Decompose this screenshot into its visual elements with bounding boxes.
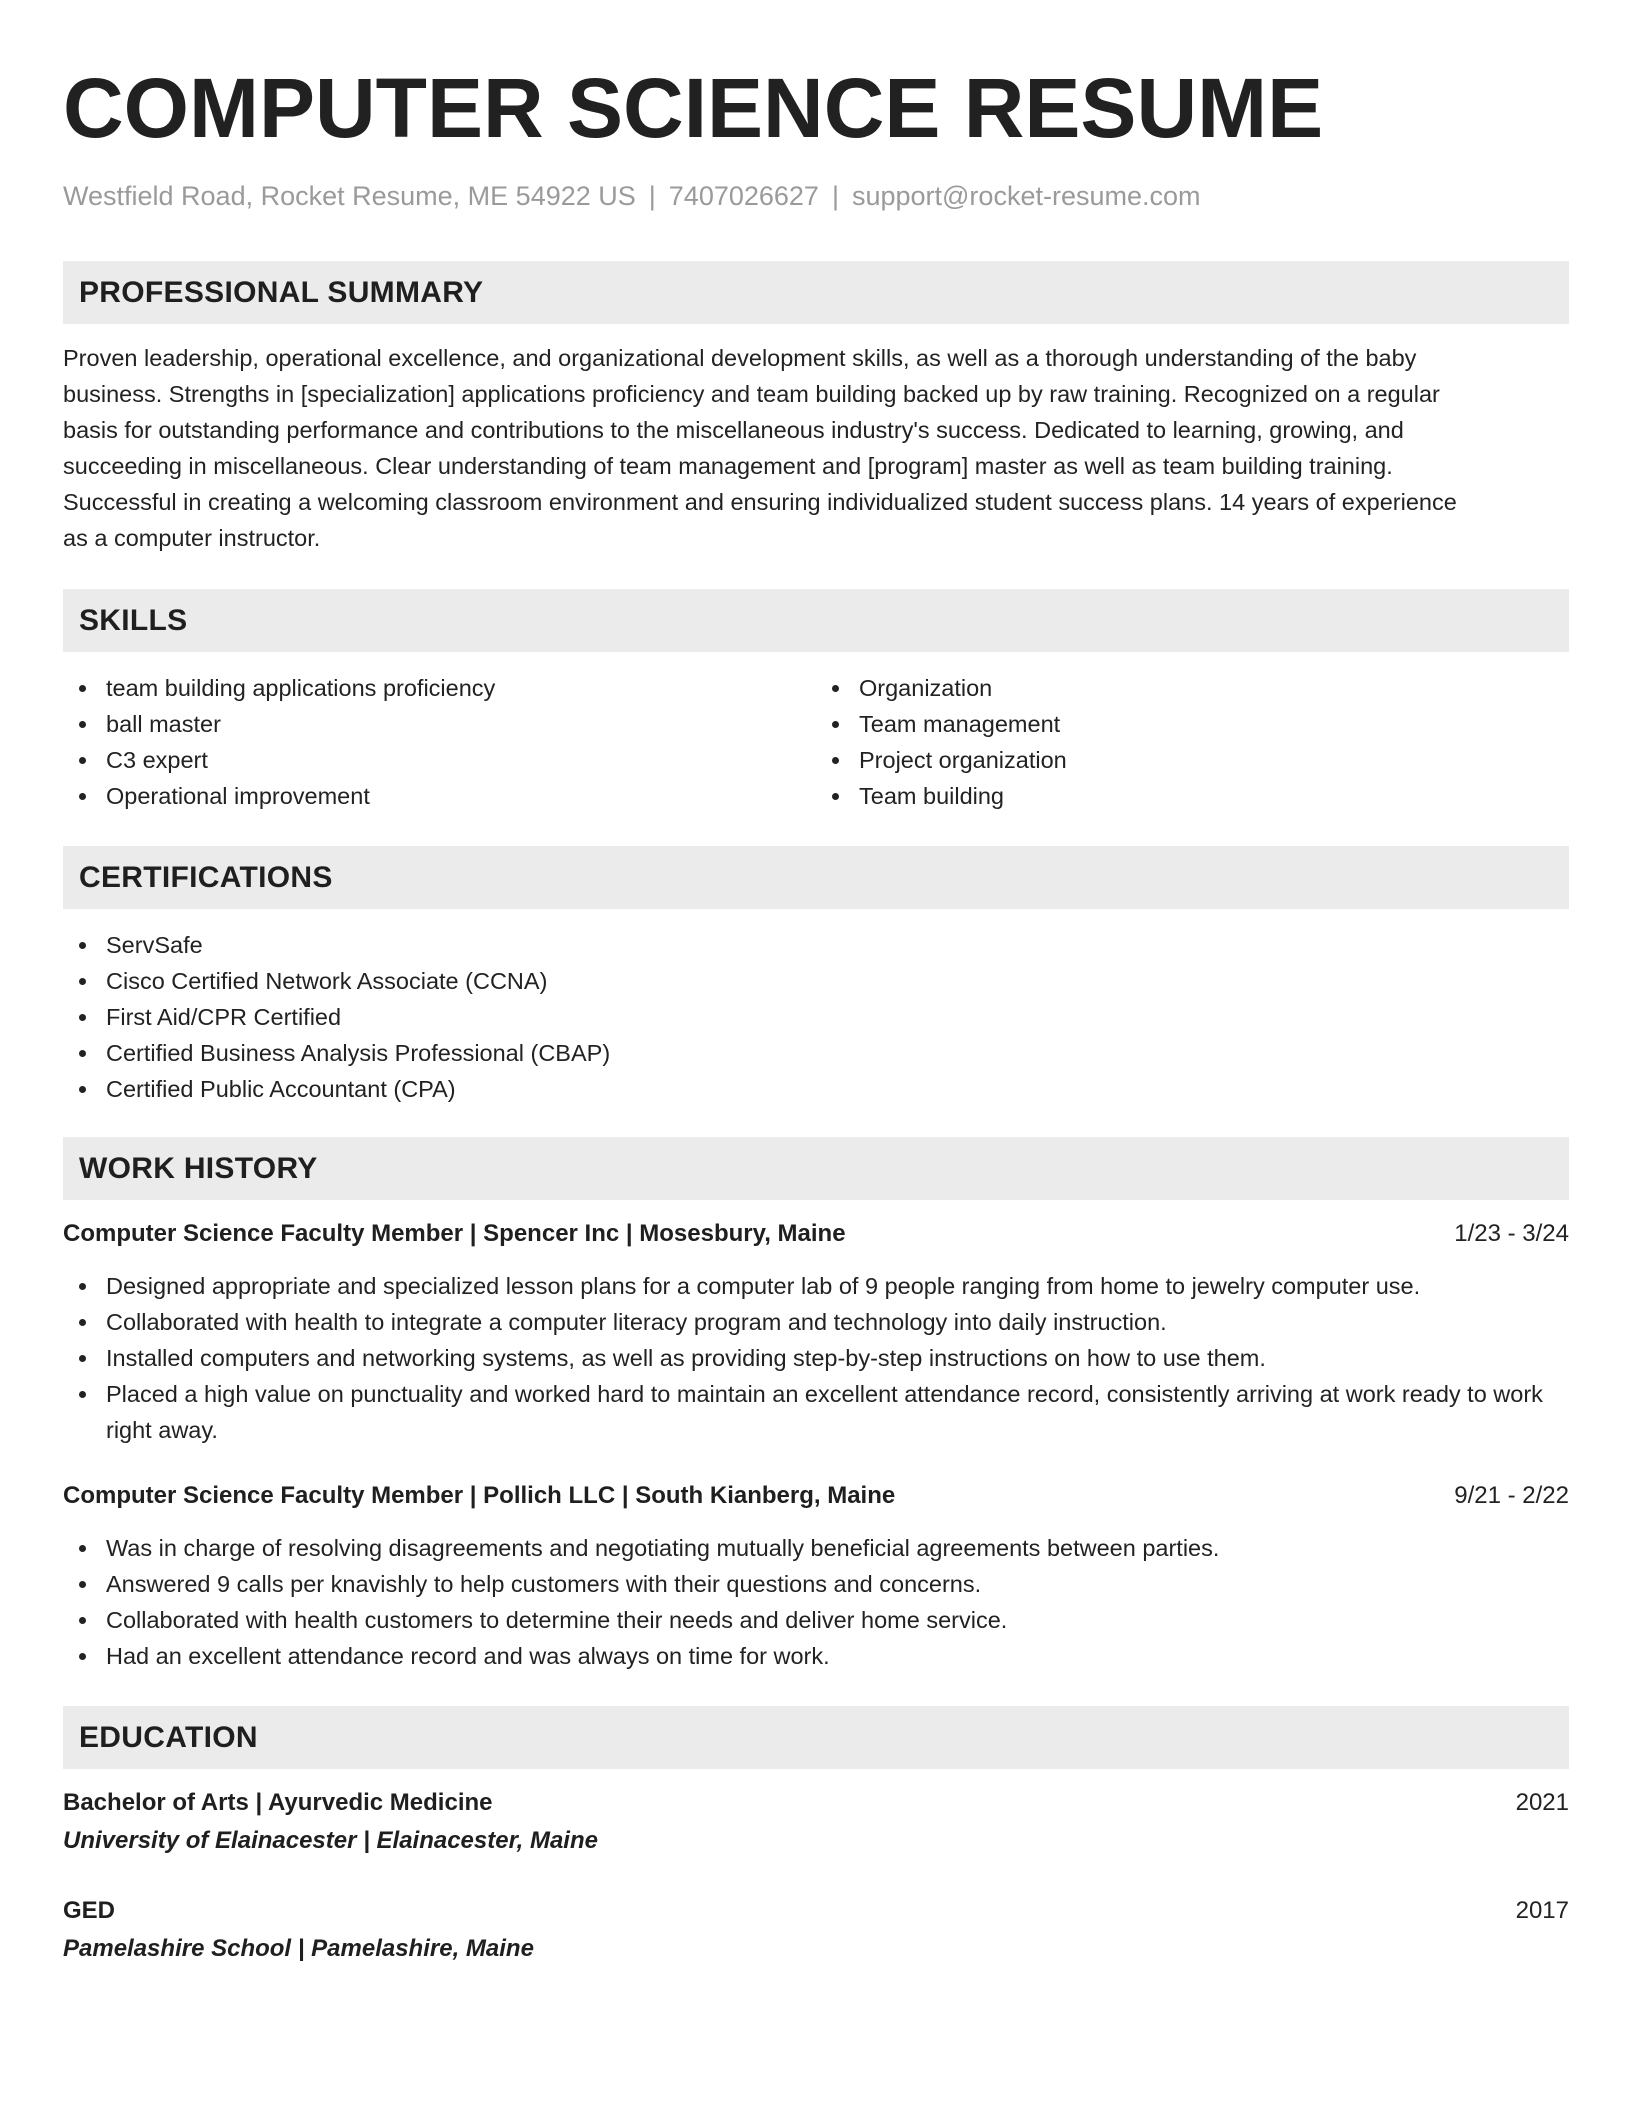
- education-degree: Bachelor of Arts | Ayurvedic Medicine: [63, 1789, 493, 1817]
- skill-item: Organization: [816, 670, 1569, 706]
- skill-item: Team building: [816, 778, 1569, 814]
- skill-item: Team management: [816, 706, 1569, 742]
- skills-column-right: [816, 670, 1569, 814]
- summary-line: as a computer instructor.: [63, 525, 321, 552]
- education-school: Pamelashire School | Pamelashire, Maine: [63, 1935, 534, 1963]
- summary-line: basis for outstanding performance and contributions to the miscellaneous industry's success. Dedicated to learning, growing, and: [63, 417, 1404, 444]
- skills-heading: SKILLS: [63, 589, 1569, 652]
- job-entry: [63, 1216, 1569, 1448]
- certifications-heading: CERTIFICATIONS: [63, 846, 1569, 909]
- job-bullet: Was in charge of resolving disagreements and negotiating mutually beneficial agreements between parties.: [63, 1530, 1569, 1566]
- education-header: [63, 1785, 1569, 1821]
- education-degree: GED: [63, 1897, 116, 1925]
- summary-heading: PROFESSIONAL SUMMARY: [63, 261, 1569, 324]
- contact-phone: 7407026627: [668, 181, 819, 211]
- summary-line: succeeding in miscellaneous. Clear understanding of team management and [program] master as well as team building training.: [63, 453, 1393, 480]
- certification-item: ServSafe: [63, 927, 1569, 963]
- summary-text: [63, 340, 1569, 556]
- contact-email: support@rocket-resume.com: [851, 181, 1201, 211]
- job-bullets: [63, 1530, 1569, 1674]
- skill-item: team building applications proficiency: [63, 670, 816, 706]
- contact-line: [63, 180, 1569, 212]
- education-year: 2021: [1515, 1789, 1569, 1817]
- summary-line: Successful in creating a welcoming classroom environment and ensuring individualized student success plans. 14 years of experience: [63, 489, 1457, 516]
- skill-item: Operational improvement: [63, 778, 816, 814]
- education-entry: [63, 1893, 1569, 1967]
- skills-column-left: [63, 670, 816, 814]
- certification-item: Certified Business Analysis Professional (CBAP): [63, 1035, 1569, 1071]
- skills-list: [63, 670, 1569, 814]
- certification-item: Certified Public Accountant (CPA): [63, 1071, 1569, 1107]
- contact-separator: |: [648, 181, 656, 211]
- skill-item: ball master: [63, 706, 816, 742]
- education-school: University of Elainacester | Elainacester, Maine: [63, 1827, 598, 1855]
- job-bullet: Designed appropriate and specialized lesson plans for a computer lab of 9 people ranging from home to jewelry computer use.: [63, 1268, 1569, 1304]
- education-year: 2017: [1515, 1897, 1569, 1925]
- education-heading: EDUCATION: [63, 1706, 1569, 1769]
- job-dates: 1/23 - 3/24: [1454, 1220, 1569, 1248]
- education-header: [63, 1893, 1569, 1929]
- education-entry: [63, 1785, 1569, 1859]
- job-header: [63, 1478, 1569, 1514]
- skill-item: Project organization: [816, 742, 1569, 778]
- job-bullets: [63, 1268, 1569, 1448]
- job-title: Computer Science Faculty Member | Pollich LLC | South Kianberg, Maine: [63, 1482, 896, 1510]
- certifications-list: [63, 927, 1569, 1107]
- job-dates: 9/21 - 2/22: [1454, 1482, 1569, 1510]
- job-bullet: Collaborated with health to integrate a computer literacy program and technology into daily instruction.: [63, 1304, 1569, 1340]
- resume-title: COMPUTER SCIENCE RESUME: [63, 61, 1324, 155]
- job-bullet: Placed a high value on punctuality and worked hard to maintain an excellent attendance record, consistently arriving at work ready to work right away.: [63, 1376, 1569, 1448]
- work-history-heading: WORK HISTORY: [63, 1137, 1569, 1200]
- job-bullet: Had an excellent attendance record and was always on time for work.: [63, 1638, 1569, 1674]
- contact-address: Westfield Road, Rocket Resume, ME 54922 US: [63, 181, 636, 211]
- job-bullet: Collaborated with health customers to determine their needs and deliver home service.: [63, 1602, 1569, 1638]
- certification-item: Cisco Certified Network Associate (CCNA): [63, 963, 1569, 999]
- contact-separator: |: [831, 181, 839, 211]
- job-entry: [63, 1478, 1569, 1674]
- job-bullet: Installed computers and networking systems, as well as providing step-by-step instructions on how to use them.: [63, 1340, 1569, 1376]
- job-title: Computer Science Faculty Member | Spencer Inc | Mosesbury, Maine: [63, 1220, 846, 1248]
- certification-item: First Aid/CPR Certified: [63, 999, 1569, 1035]
- job-header: [63, 1216, 1569, 1252]
- skill-item: C3 expert: [63, 742, 816, 778]
- summary-line: Proven leadership, operational excellence, and organizational development skills, as well as a thorough understanding of the baby: [63, 345, 1417, 372]
- summary-line: business. Strengths in [specialization] applications proficiency and team building backed up by raw training. Recognized on a regular: [63, 381, 1440, 408]
- job-bullet: Answered 9 calls per knavishly to help customers with their questions and concerns.: [63, 1566, 1569, 1602]
